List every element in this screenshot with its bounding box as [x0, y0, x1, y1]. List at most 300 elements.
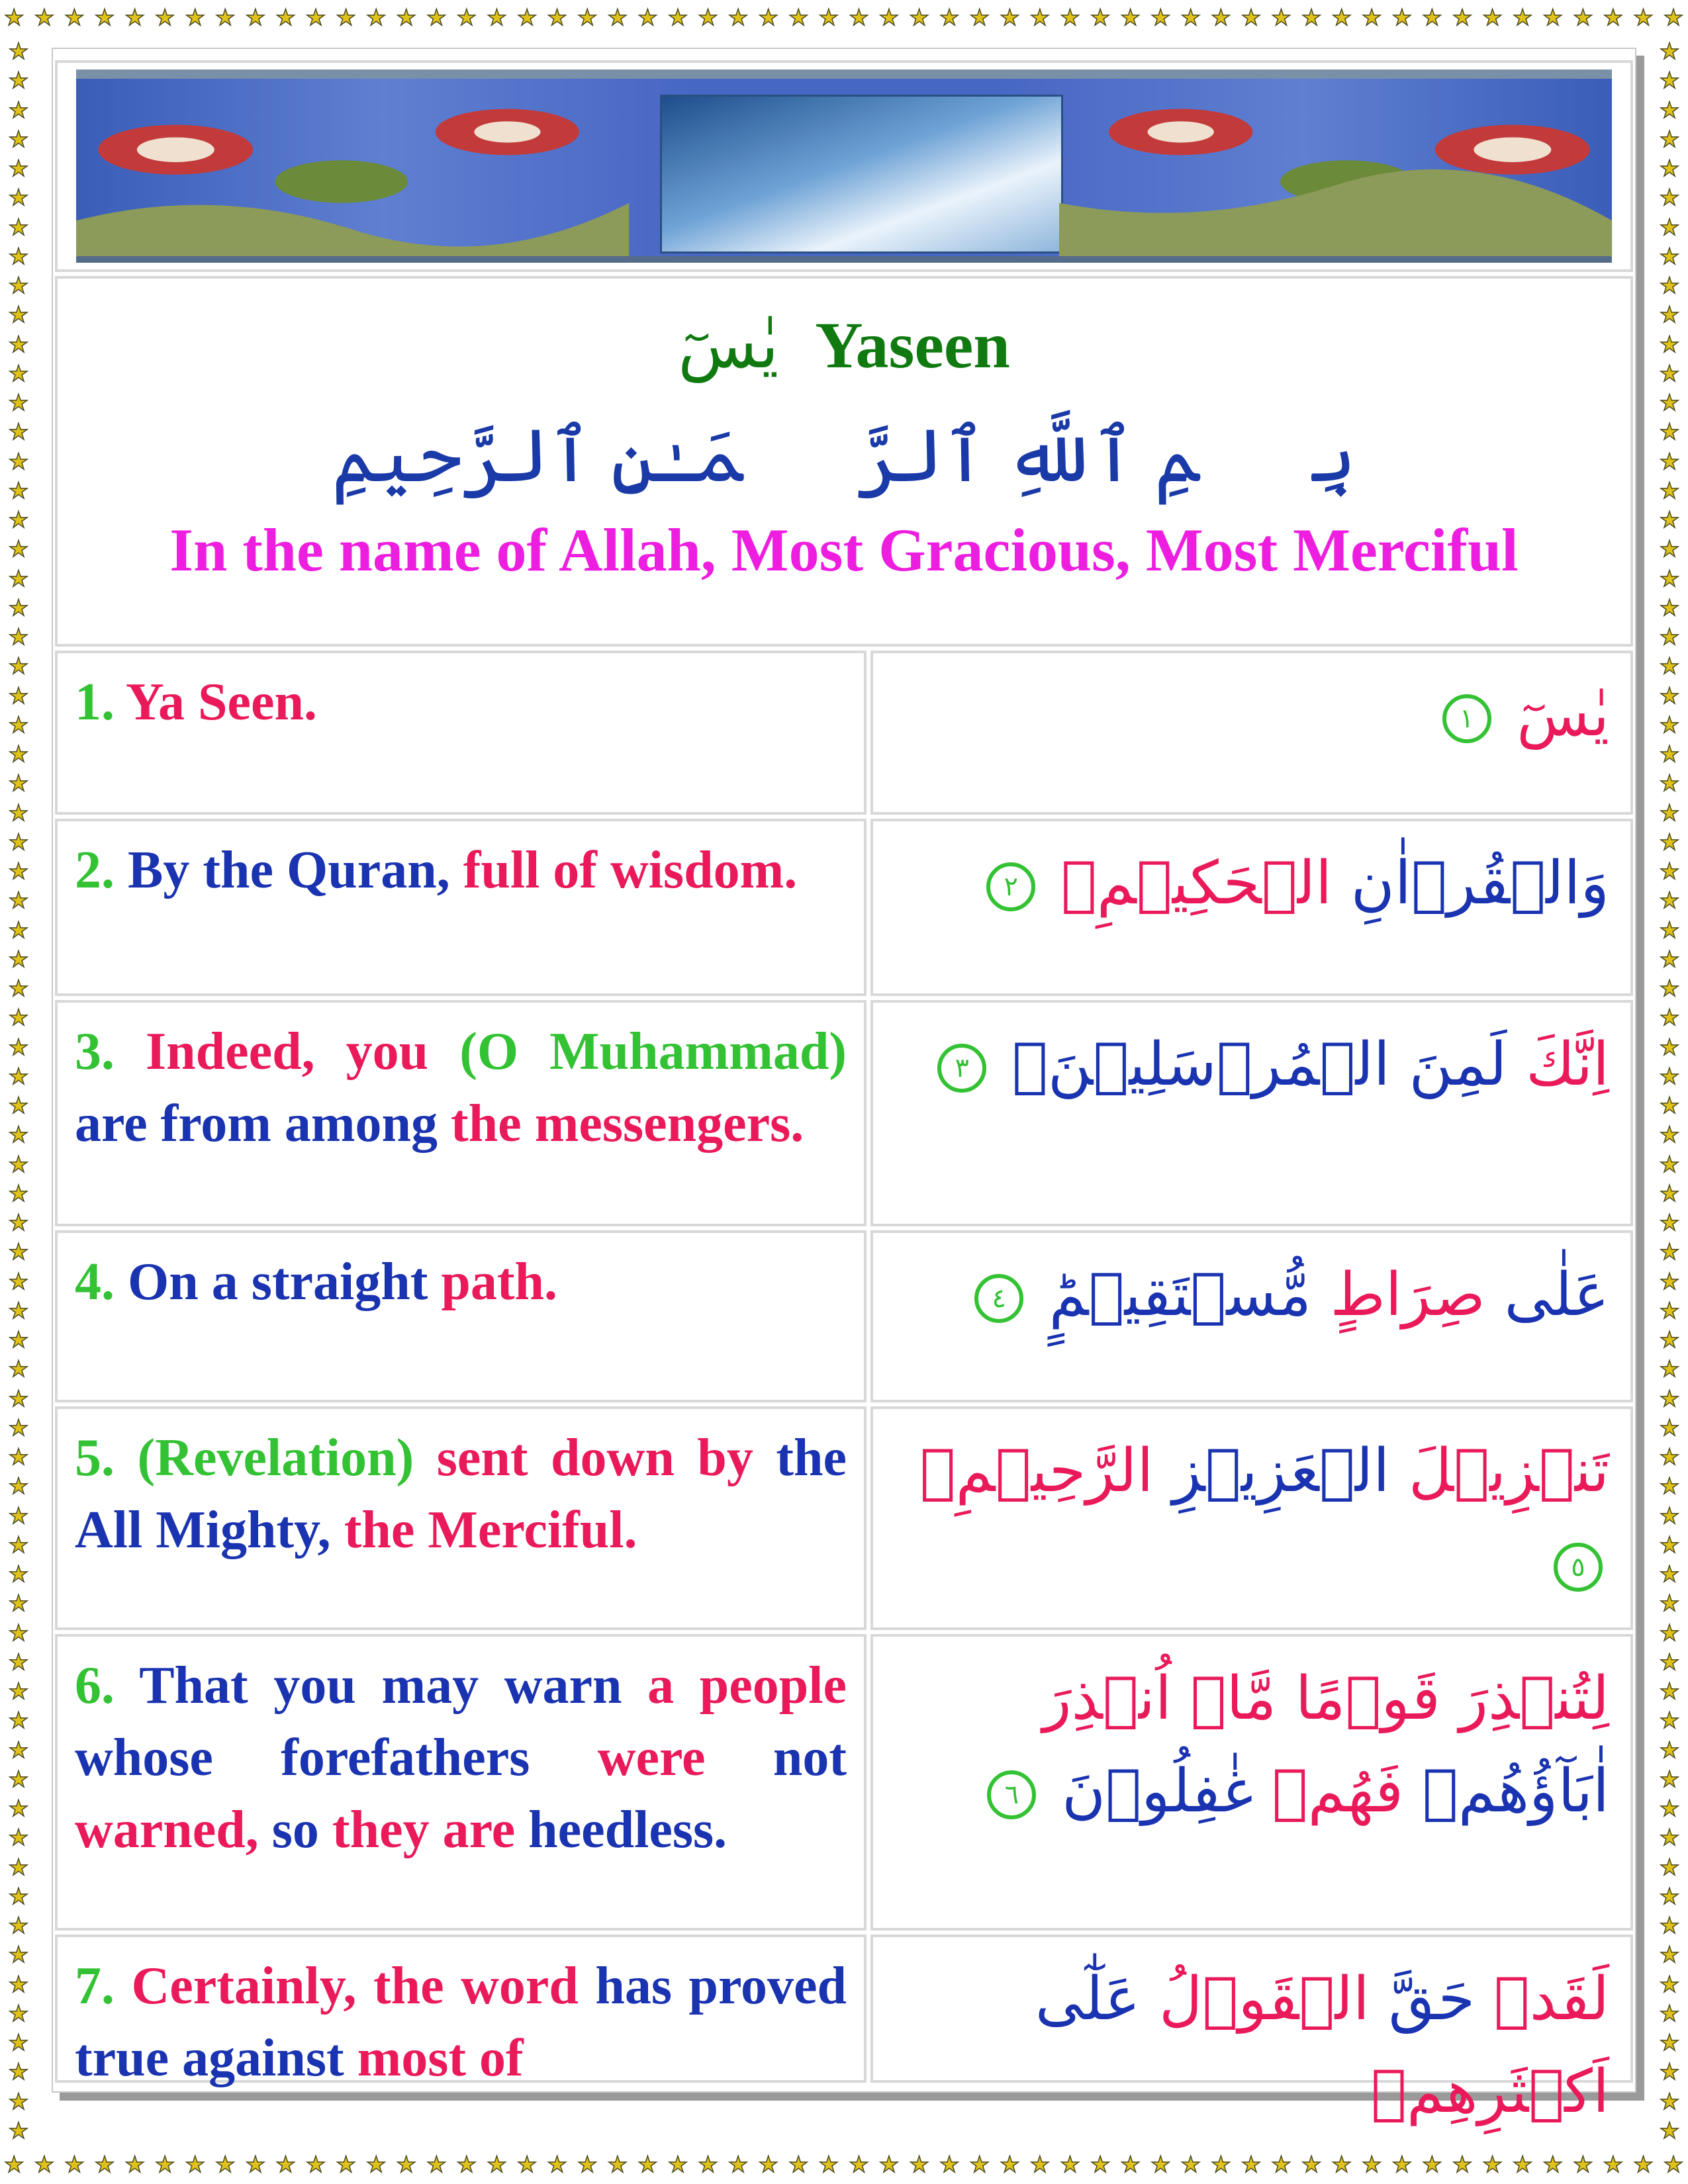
translation-segment: warned,: [75, 1800, 259, 1859]
translation-segment: most of: [357, 2028, 524, 2087]
star-icon: ★: [8, 1416, 29, 1441]
star-icon: ★: [1659, 215, 1680, 240]
star-icon: ★: [1301, 6, 1322, 30]
arabic-segment: يٰسٓ: [1517, 680, 1609, 750]
star-icon: ★: [8, 508, 29, 533]
star-icon: ★: [8, 860, 29, 884]
star-icon: ★: [215, 6, 236, 30]
star-icon: ★: [1659, 1533, 1680, 1558]
star-icon: ★: [1659, 361, 1680, 387]
arabic-segment: الۡعَزِيۡزِ: [1172, 1436, 1390, 1506]
star-icon: ★: [909, 6, 929, 30]
translation-segment: (O Muhammad): [459, 1023, 847, 1081]
star-border-top: [0, 0, 1688, 37]
star-icon: ★: [8, 1211, 29, 1236]
star-icon: ★: [1659, 625, 1680, 650]
translation-segment: the messengers.: [451, 1094, 804, 1153]
star-icon: ★: [1603, 2153, 1624, 2177]
translation-segment: not: [773, 1728, 847, 1787]
star-icon: ★: [1301, 2153, 1322, 2177]
star-icon: ★: [8, 2001, 29, 2026]
star-icon: ★: [1271, 2153, 1291, 2177]
arabic-segment: الۡقَوۡلُ: [1159, 1964, 1370, 2034]
star-icon: ★: [1659, 1387, 1680, 1412]
star-border-left: [0, 37, 37, 2147]
star-icon: ★: [1659, 684, 1680, 709]
star-icon: ★: [8, 2118, 29, 2144]
star-icon: ★: [1663, 2153, 1684, 2177]
star-icon: ★: [8, 1152, 29, 1177]
star-icon: ★: [1659, 743, 1680, 767]
star-icon: ★: [1659, 1152, 1680, 1177]
star-icon: ★: [1659, 1855, 1680, 1880]
star-icon: ★: [8, 1563, 29, 1587]
star-icon: ★: [577, 6, 598, 30]
arabic-segment: تَنۡزِيۡلَ: [1408, 1436, 1609, 1506]
star-icon: ★: [818, 6, 839, 30]
star-icon: ★: [878, 2153, 900, 2177]
star-icon: ★: [1422, 6, 1442, 30]
star-icon: ★: [1633, 6, 1654, 30]
star-icon: ★: [1659, 918, 1680, 943]
star-icon: ★: [698, 2153, 718, 2177]
translation-segment: Certainly, the word: [131, 1957, 579, 2015]
star-icon: ★: [727, 2153, 749, 2177]
star-icon: ★: [8, 1826, 29, 1851]
star-icon: ★: [1211, 2153, 1231, 2177]
verse-3-arabic: [870, 1000, 1633, 1226]
arabic-segment: اِنَّكَ: [1526, 1030, 1609, 1099]
star-icon: ★: [1659, 1943, 1680, 1968]
star-icon: ★: [8, 1914, 29, 1938]
star-icon: ★: [1211, 6, 1231, 30]
translation-segment: path.: [441, 1253, 557, 1311]
star-icon: ★: [1603, 6, 1624, 30]
translation-segment: By the Quran,: [128, 841, 450, 899]
star-icon: ★: [1659, 1445, 1680, 1470]
star-icon: ★: [1573, 6, 1593, 30]
star-icon: ★: [8, 1328, 29, 1353]
star-icon: ★: [305, 2153, 326, 2177]
star-icon: ★: [64, 6, 85, 30]
star-icon: ★: [8, 918, 29, 943]
arabic-segment: صِرَاطٍ: [1330, 1260, 1485, 1330]
star-icon: ★: [1029, 6, 1051, 30]
star-icon: ★: [1659, 69, 1680, 94]
verse-3-english: [55, 1000, 867, 1226]
verse-2-english: [55, 819, 867, 996]
star-icon: ★: [1659, 127, 1680, 152]
star-icon: ★: [1659, 274, 1680, 298]
star-icon: ★: [124, 6, 145, 30]
star-icon: ★: [4, 2153, 24, 2177]
verse-5-english: [55, 1406, 867, 1630]
star-icon: ★: [1659, 1035, 1680, 1060]
arabic-segment: غٰفِلُوۡنَ: [1062, 1756, 1254, 1826]
translation-segment: heedless.: [528, 1800, 727, 1859]
floral-ornament-right-icon: [1059, 79, 1612, 256]
star-icon: ★: [124, 2153, 145, 2177]
star-icon: ★: [1150, 6, 1171, 30]
star-icon: ★: [8, 1797, 29, 1821]
arabic-segment: لَمِنَ الۡمُرۡسَلِيۡنَۙ: [1011, 1030, 1507, 1099]
star-icon: ★: [8, 157, 29, 181]
banner-image: [76, 69, 1612, 263]
translation-segment: has proved true against: [75, 1957, 847, 2087]
arabic-segment: لِتُنۡذِرَ: [1459, 1664, 1609, 1733]
star-icon: ★: [8, 2060, 29, 2085]
star-icon: ★: [1120, 2153, 1141, 2177]
star-icon: ★: [1422, 2153, 1442, 2177]
star-icon: ★: [1659, 889, 1680, 914]
star-icon: ★: [1331, 2153, 1352, 2177]
star-icon: ★: [878, 6, 900, 30]
verse-end-marker-icon: ٥: [1554, 1543, 1603, 1592]
star-icon: ★: [1659, 1563, 1680, 1587]
star-icon: ★: [8, 391, 29, 416]
arabic-segment: عَلٰٓى: [1035, 1964, 1141, 2034]
verse-number: 1.: [75, 673, 115, 731]
star-icon: ★: [8, 40, 29, 64]
star-icon: ★: [1659, 1269, 1680, 1295]
star-icon: ★: [1000, 2153, 1020, 2177]
star-icon: ★: [8, 1533, 29, 1558]
star-icon: ★: [8, 537, 29, 563]
translation-segment: On a straight: [128, 1253, 428, 1311]
star-icon: ★: [8, 743, 29, 767]
star-icon: ★: [8, 801, 29, 826]
star-icon: ★: [426, 6, 447, 30]
star-icon: ★: [1659, 332, 1680, 357]
star-icon: ★: [1659, 478, 1680, 504]
translation-segment: they are: [332, 1800, 516, 1859]
star-border-right: [1651, 37, 1688, 2147]
star-icon: ★: [637, 2153, 658, 2177]
star-icon: ★: [8, 1064, 29, 1089]
star-icon: ★: [8, 1035, 29, 1060]
star-icon: ★: [1542, 2153, 1563, 2177]
surah-header: [55, 276, 1633, 647]
star-icon: ★: [1663, 6, 1684, 30]
star-icon: ★: [8, 596, 29, 621]
translation-segment: whose forefathers: [75, 1728, 530, 1787]
star-icon: ★: [185, 2153, 205, 2177]
verse-4-arabic: [870, 1230, 1633, 1402]
star-icon: ★: [8, 1504, 29, 1529]
verse-7-english: [55, 1934, 867, 2087]
star-icon: ★: [1659, 1211, 1680, 1236]
star-icon: ★: [8, 1855, 29, 1880]
star-icon: ★: [969, 2153, 990, 2177]
star-icon: ★: [456, 6, 477, 30]
star-icon: ★: [1659, 1328, 1680, 1353]
star-icon: ★: [1659, 596, 1680, 621]
star-icon: ★: [1659, 947, 1680, 972]
star-icon: ★: [1512, 6, 1533, 30]
star-icon: ★: [607, 2153, 628, 2177]
star-icon: ★: [8, 1357, 29, 1383]
star-icon: ★: [8, 1738, 29, 1763]
star-icon: ★: [8, 625, 29, 650]
star-icon: ★: [758, 6, 778, 30]
star-icon: ★: [8, 303, 29, 328]
verse-number: 7.: [75, 1957, 115, 2015]
star-icon: ★: [1659, 244, 1680, 269]
star-icon: ★: [1362, 2153, 1382, 2177]
star-icon: ★: [1060, 2153, 1080, 2177]
star-icon: ★: [8, 478, 29, 504]
translation-segment: the Merciful.: [344, 1500, 637, 1559]
star-icon: ★: [8, 1298, 29, 1324]
star-icon: ★: [336, 6, 356, 30]
star-icon: ★: [8, 1621, 29, 1646]
star-icon: ★: [8, 1181, 29, 1206]
star-icon: ★: [939, 2153, 960, 2177]
star-icon: ★: [788, 6, 809, 30]
star-icon: ★: [1659, 567, 1680, 592]
star-icon: ★: [1659, 860, 1680, 884]
star-icon: ★: [275, 2153, 296, 2177]
star-icon: ★: [8, 1709, 29, 1734]
star-icon: ★: [8, 1269, 29, 1295]
star-icon: ★: [849, 2153, 869, 2177]
star-icon: ★: [516, 6, 538, 30]
star-icon: ★: [94, 6, 115, 30]
star-icon: ★: [1659, 1181, 1680, 1206]
star-icon: ★: [64, 2153, 85, 2177]
star-icon: ★: [1452, 2153, 1473, 2177]
verse-2-arabic: [870, 819, 1633, 996]
verse-6-english: [55, 1634, 867, 1931]
star-icon: ★: [1659, 655, 1680, 680]
verse-number: 2.: [75, 841, 115, 899]
verse-number: 4.: [75, 1253, 115, 1311]
star-icon: ★: [1659, 1094, 1680, 1118]
star-icon: ★: [1633, 2153, 1654, 2177]
star-icon: ★: [8, 274, 29, 298]
star-icon: ★: [1659, 1680, 1680, 1704]
star-icon: ★: [8, 2089, 29, 2115]
arabic-segment: اٰبَآؤُهُمۡ: [1422, 1756, 1609, 1826]
star-icon: ★: [245, 6, 266, 30]
star-icon: ★: [1659, 1357, 1680, 1383]
star-icon: ★: [1391, 6, 1413, 30]
star-icon: ★: [215, 2153, 236, 2177]
star-icon: ★: [1029, 2153, 1051, 2177]
star-icon: ★: [1659, 1621, 1680, 1646]
star-icon: ★: [487, 6, 507, 30]
star-icon: ★: [8, 684, 29, 709]
star-icon: ★: [1659, 2060, 1680, 2085]
star-icon: ★: [8, 1592, 29, 1617]
star-icon: ★: [1542, 6, 1563, 30]
arabic-segment: وَالۡقُرۡاٰنِ: [1350, 848, 1609, 918]
star-icon: ★: [1659, 449, 1680, 475]
star-icon: ★: [607, 6, 628, 30]
star-icon: ★: [1482, 6, 1503, 30]
arabic-segment: مَّاۤ: [1190, 1664, 1277, 1733]
star-icon: ★: [1659, 1767, 1680, 1792]
floral-ornament-left-icon: [76, 79, 629, 256]
star-icon: ★: [698, 6, 718, 30]
star-icon: ★: [8, 1123, 29, 1148]
star-icon: ★: [8, 69, 29, 94]
star-icon: ★: [1331, 6, 1352, 30]
star-icon: ★: [1659, 2118, 1680, 2144]
star-icon: ★: [8, 1767, 29, 1792]
bismillah-english: In the name of Allah, Most Gracious, Most Merciful: [169, 516, 1519, 584]
verse-end-marker-icon: ٤: [974, 1274, 1023, 1323]
star-icon: ★: [396, 6, 416, 30]
star-icon: ★: [547, 2153, 567, 2177]
surah-title: [58, 309, 1630, 383]
arabic-segment: اَكۡثَرِهِمۡ: [1370, 2056, 1609, 2126]
star-icon: ★: [1659, 1240, 1680, 1265]
star-icon: ★: [8, 215, 29, 240]
star-icon: ★: [939, 6, 960, 30]
star-icon: ★: [1000, 6, 1020, 30]
star-icon: ★: [8, 655, 29, 680]
translation-segment: Ya Seen.: [126, 673, 317, 731]
star-icon: ★: [1659, 2089, 1680, 2115]
star-icon: ★: [1090, 2153, 1111, 2177]
surah-title-english: Yaseen: [815, 308, 1010, 382]
star-icon: ★: [1659, 1914, 1680, 1938]
star-icon: ★: [1659, 1709, 1680, 1734]
verse-4-english: [55, 1230, 867, 1402]
translation-segment: a people: [647, 1657, 847, 1715]
star-icon: ★: [1452, 6, 1473, 30]
star-icon: ★: [1659, 2001, 1680, 2026]
star-icon: ★: [1659, 1475, 1680, 1500]
star-icon: ★: [396, 2153, 416, 2177]
star-icon: ★: [8, 772, 29, 797]
verse-end-marker-icon: ٣: [937, 1044, 986, 1093]
star-icon: ★: [1659, 1416, 1680, 1441]
translation-segment: were: [597, 1728, 706, 1787]
star-icon: ★: [818, 2153, 839, 2177]
translation-segment: the All Mighty,: [75, 1429, 847, 1559]
star-icon: ★: [8, 98, 29, 123]
arabic-segment: الۡحَكِيۡمِۙ: [1060, 848, 1333, 918]
star-icon: ★: [275, 6, 296, 30]
star-icon: ★: [34, 2153, 55, 2177]
star-icon: ★: [8, 567, 29, 592]
star-icon: ★: [94, 2153, 115, 2177]
star-icon: ★: [1060, 6, 1080, 30]
star-icon: ★: [758, 2153, 778, 2177]
star-icon: ★: [1659, 801, 1680, 826]
star-icon: ★: [1659, 420, 1680, 445]
verse-end-marker-icon: ٢: [986, 862, 1035, 911]
star-icon: ★: [1659, 772, 1680, 797]
star-icon: ★: [1659, 537, 1680, 563]
surah-title-arabic: يٰسٓ: [678, 310, 779, 382]
star-icon: ★: [336, 2153, 356, 2177]
star-icon: ★: [1659, 1797, 1680, 1821]
star-icon: ★: [8, 1680, 29, 1704]
star-icon: ★: [577, 2153, 598, 2177]
star-icon: ★: [154, 6, 175, 30]
star-icon: ★: [8, 186, 29, 211]
star-icon: ★: [1659, 1123, 1680, 1148]
star-icon: ★: [1659, 1884, 1680, 1909]
arabic-segment: قَوۡمًا: [1295, 1664, 1440, 1733]
star-icon: ★: [1180, 2153, 1201, 2177]
verse-1-english: [55, 651, 867, 815]
star-border-bottom: [0, 2147, 1688, 2184]
star-icon: ★: [8, 2031, 29, 2056]
star-icon: ★: [8, 332, 29, 357]
verse-1-arabic: [870, 651, 1633, 815]
star-icon: ★: [1659, 40, 1680, 64]
star-icon: ★: [426, 2153, 447, 2177]
star-icon: ★: [516, 2153, 538, 2177]
star-icon: ★: [1659, 1650, 1680, 1675]
star-icon: ★: [8, 1884, 29, 1909]
star-icon: ★: [1659, 1972, 1680, 1997]
star-icon: ★: [8, 127, 29, 152]
arabic-segment: فَهُمۡ: [1272, 1756, 1404, 1826]
star-icon: ★: [1362, 6, 1382, 30]
star-icon: ★: [1659, 713, 1680, 738]
star-icon: ★: [8, 889, 29, 914]
arabic-segment: اُنۡذِرَ: [1043, 1664, 1172, 1733]
star-icon: ★: [8, 947, 29, 972]
star-icon: ★: [1659, 508, 1680, 533]
star-icon: ★: [1659, 1006, 1680, 1031]
translation-segment: That you may warn: [139, 1657, 622, 1715]
arabic-segment: الرَّحِيۡمِۙ: [919, 1436, 1154, 1506]
star-icon: ★: [8, 1475, 29, 1500]
translation-segment: full of wisdom.: [463, 841, 798, 899]
open-book-image: [660, 95, 1063, 253]
star-icon: ★: [8, 361, 29, 387]
verse-6-arabic: [870, 1634, 1633, 1931]
star-icon: ★: [1573, 2153, 1593, 2177]
verse-7-arabic: [870, 1934, 1633, 2126]
star-icon: ★: [154, 2153, 175, 2177]
star-icon: ★: [667, 2153, 688, 2177]
star-icon: ★: [1659, 1298, 1680, 1324]
star-icon: ★: [8, 1943, 29, 1968]
star-icon: ★: [1512, 2153, 1533, 2177]
verse-end-marker-icon: ٦: [987, 1770, 1036, 1819]
translation-segment: sent down by: [436, 1429, 753, 1487]
star-icon: ★: [788, 2153, 809, 2177]
translation-segment: are from among: [75, 1094, 438, 1153]
star-icon: ★: [8, 244, 29, 269]
star-icon: ★: [8, 1006, 29, 1031]
star-icon: ★: [8, 449, 29, 475]
star-icon: ★: [8, 830, 29, 855]
page-content: [53, 58, 1635, 2126]
star-icon: ★: [34, 6, 55, 30]
star-icon: ★: [245, 2153, 266, 2177]
star-icon: ★: [1659, 391, 1680, 416]
star-icon: ★: [8, 713, 29, 738]
star-icon: ★: [1659, 1592, 1680, 1617]
star-icon: ★: [8, 1387, 29, 1412]
verse-number: 5.: [75, 1429, 115, 1487]
star-icon: ★: [1659, 98, 1680, 123]
translation-segment: (Revelation): [137, 1429, 414, 1487]
star-icon: ★: [1659, 186, 1680, 211]
arabic-segment: حَقَّ: [1388, 1964, 1476, 2034]
star-icon: ★: [456, 2153, 477, 2177]
star-icon: ★: [1482, 2153, 1503, 2177]
star-icon: ★: [1090, 6, 1111, 30]
